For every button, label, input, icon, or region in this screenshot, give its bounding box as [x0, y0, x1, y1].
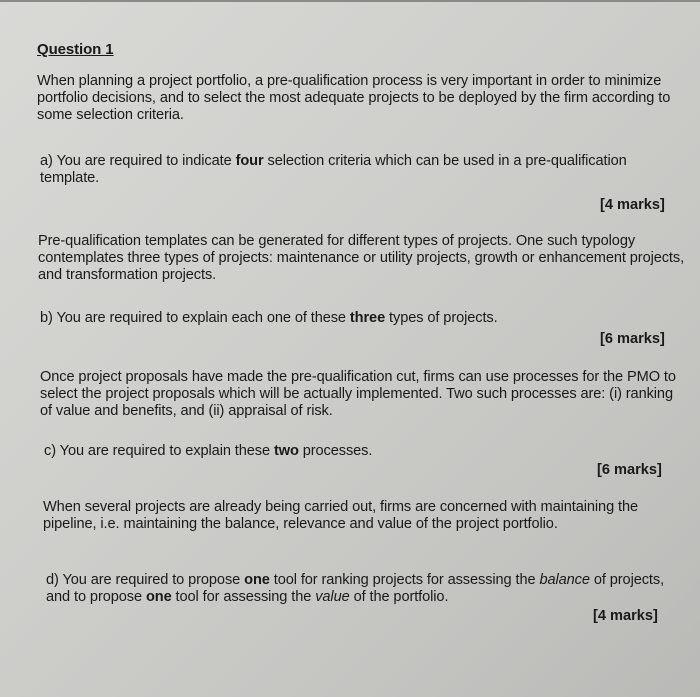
part-d-mid2: of projects, and to propose — [46, 572, 665, 605]
context-c: Once project proposals have made the pre-qualification cut, firms can use processes for the PMO to select the project proposals which will be actually implemented. Two such processes are: (i) ranking of value and benefits, and (ii) appraisal of risk. — [40, 369, 676, 419]
part-d-bold1: one — [244, 572, 270, 588]
part-a-text — [40, 153, 660, 187]
part-a-bold: four — [235, 153, 264, 169]
part-d-post: of the portfolio. — [349, 589, 449, 605]
part-d-italic1: balance — [539, 572, 590, 588]
part-a-pre: a) You are required to indicate — [40, 153, 236, 169]
part-c-text — [44, 443, 604, 460]
part-c-bold: two — [273, 443, 299, 459]
part-c-marks: [6 marks] — [597, 462, 662, 478]
part-d-bold2: one — [145, 589, 172, 605]
part-d-pre: d) You are required to propose — [46, 572, 245, 588]
part-d-mid3: tool for assessing the — [171, 589, 316, 605]
part-b-pre: b) You are required to explain each one of these — [40, 310, 350, 326]
part-b-marks: [6 marks] — [600, 331, 665, 347]
part-d-italic2: value — [315, 589, 350, 605]
context-d: When several projects are already being carried out, firms are concerned with maintaining the pipeline, i.e. maintaining the balance, relevance and value of the project portfolio. — [43, 499, 639, 532]
part-c-pre: c) You are required to explain these — [44, 443, 274, 459]
part-d-text — [46, 572, 666, 606]
part-d-mid1: tool for ranking projects for assessing the — [269, 572, 540, 588]
part-b-bold: three — [349, 310, 386, 326]
context-b: Pre-qualification templates can be generated for different types of projects. One such typology contemplates three types of projects: maintenance or utility projects, growth or enhancement projects, and transformation projects. — [38, 233, 685, 283]
part-a-post: selection criteria which can be used in a pre-qualification template. — [40, 153, 627, 186]
question-title: Question 1 — [37, 41, 114, 58]
part-a-marks: [4 marks] — [600, 197, 665, 213]
part-d-marks: [4 marks] — [593, 608, 658, 624]
part-b-post: types of projects. — [385, 310, 498, 326]
part-c-post: processes. — [298, 443, 373, 459]
question-intro: When planning a project portfolio, a pre-qualification process is very important in order to minimize portfolio decisions, and to select the most adequate projects to be deployed by the firm according to some selection criteria. — [37, 73, 671, 123]
part-b-text — [40, 310, 640, 327]
